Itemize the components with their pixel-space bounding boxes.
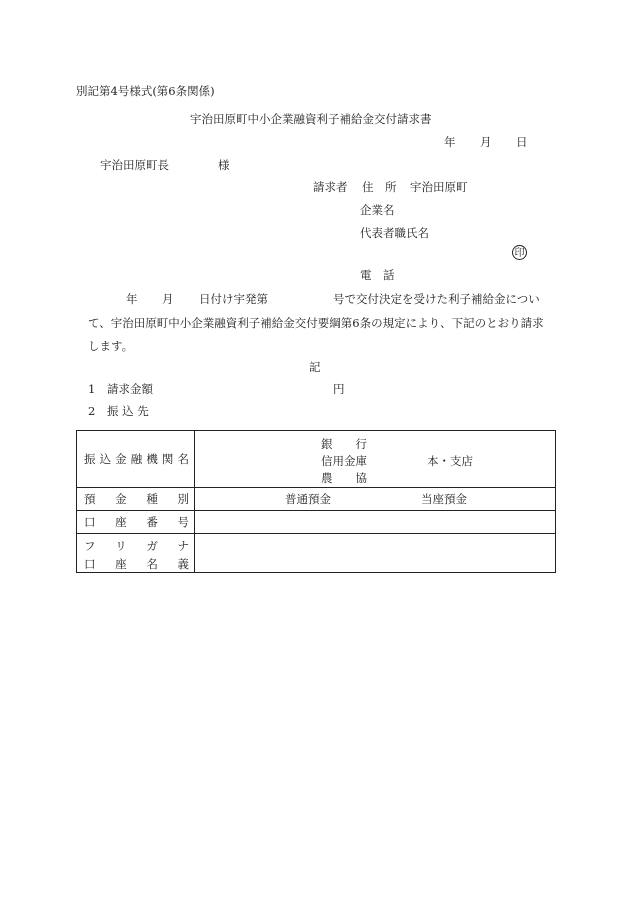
document-title: 宇治田原町中小企業融資利子補給金交付請求書	[190, 112, 432, 126]
address-value: 宇治田原町	[410, 180, 468, 194]
table-row	[77, 431, 556, 488]
institution-label-cell	[77, 431, 195, 488]
item-1-number: 1	[88, 382, 96, 396]
addressee-honorific: 様	[218, 158, 230, 172]
note-heading: 記	[309, 360, 321, 374]
body-month: 月	[162, 292, 174, 306]
item-2-number: 2	[88, 404, 96, 418]
body-dated: 日付け宇発第	[199, 292, 268, 306]
deposit-type-label-cell	[77, 488, 195, 511]
requester-label: 請求者	[313, 180, 348, 194]
account-number-value-cell	[195, 511, 556, 534]
date-year: 年	[444, 135, 456, 149]
form-number: 別記第4号様式(第6条関係)	[76, 84, 215, 98]
table-row	[77, 534, 556, 573]
addressee-name: 宇治田原町長	[100, 158, 169, 172]
deposit-ordinary: 普通預金	[285, 492, 331, 506]
item-2-label: 振 込 先	[107, 404, 149, 418]
institution-label: 振 込 金 融 機 関 名	[84, 452, 189, 466]
transfer-table	[76, 430, 556, 573]
account-number-label: 口 座 番 号	[84, 515, 189, 529]
table-row	[77, 511, 556, 534]
deposit-type-value-cell	[195, 488, 556, 511]
body-year: 年	[126, 292, 138, 306]
seal-mark: 印	[512, 245, 527, 260]
account-name-label-cell	[77, 534, 195, 573]
agri-label: 農 協	[321, 471, 367, 485]
table-row	[77, 488, 556, 511]
body-line3: します。	[88, 339, 134, 353]
account-number-label-cell	[77, 511, 195, 534]
body-line1-rest: 号で交付決定を受けた利子補給金につい	[333, 292, 540, 306]
body-line2: て、宇治田原町中小企業融資利子補給金交付要綱第6条の規定により、下記のとおり請求	[88, 316, 544, 330]
branch-label: 本・支店	[427, 454, 473, 468]
company-label: 企業名	[360, 203, 395, 217]
item-1-label: 請求金額	[107, 382, 153, 396]
date-month: 月	[480, 135, 492, 149]
representative-label: 代表者職氏名	[360, 226, 429, 240]
furigana-label: フ リ ガ ナ	[84, 539, 189, 553]
deposit-current: 当座預金	[421, 492, 467, 506]
account-name-value-cell	[195, 534, 556, 573]
credit-union-label: 信用金庫	[321, 454, 367, 468]
address-label: 住 所	[362, 180, 397, 194]
deposit-type-label: 預 金 種 別	[84, 492, 189, 506]
account-name-label: 口 座 名 義	[84, 557, 189, 571]
item-1-unit: 円	[333, 382, 345, 396]
phone-label: 電 話	[360, 268, 395, 282]
institution-value-cell	[195, 431, 556, 488]
date-day: 日	[516, 135, 528, 149]
bank-label: 銀 行	[321, 437, 367, 451]
